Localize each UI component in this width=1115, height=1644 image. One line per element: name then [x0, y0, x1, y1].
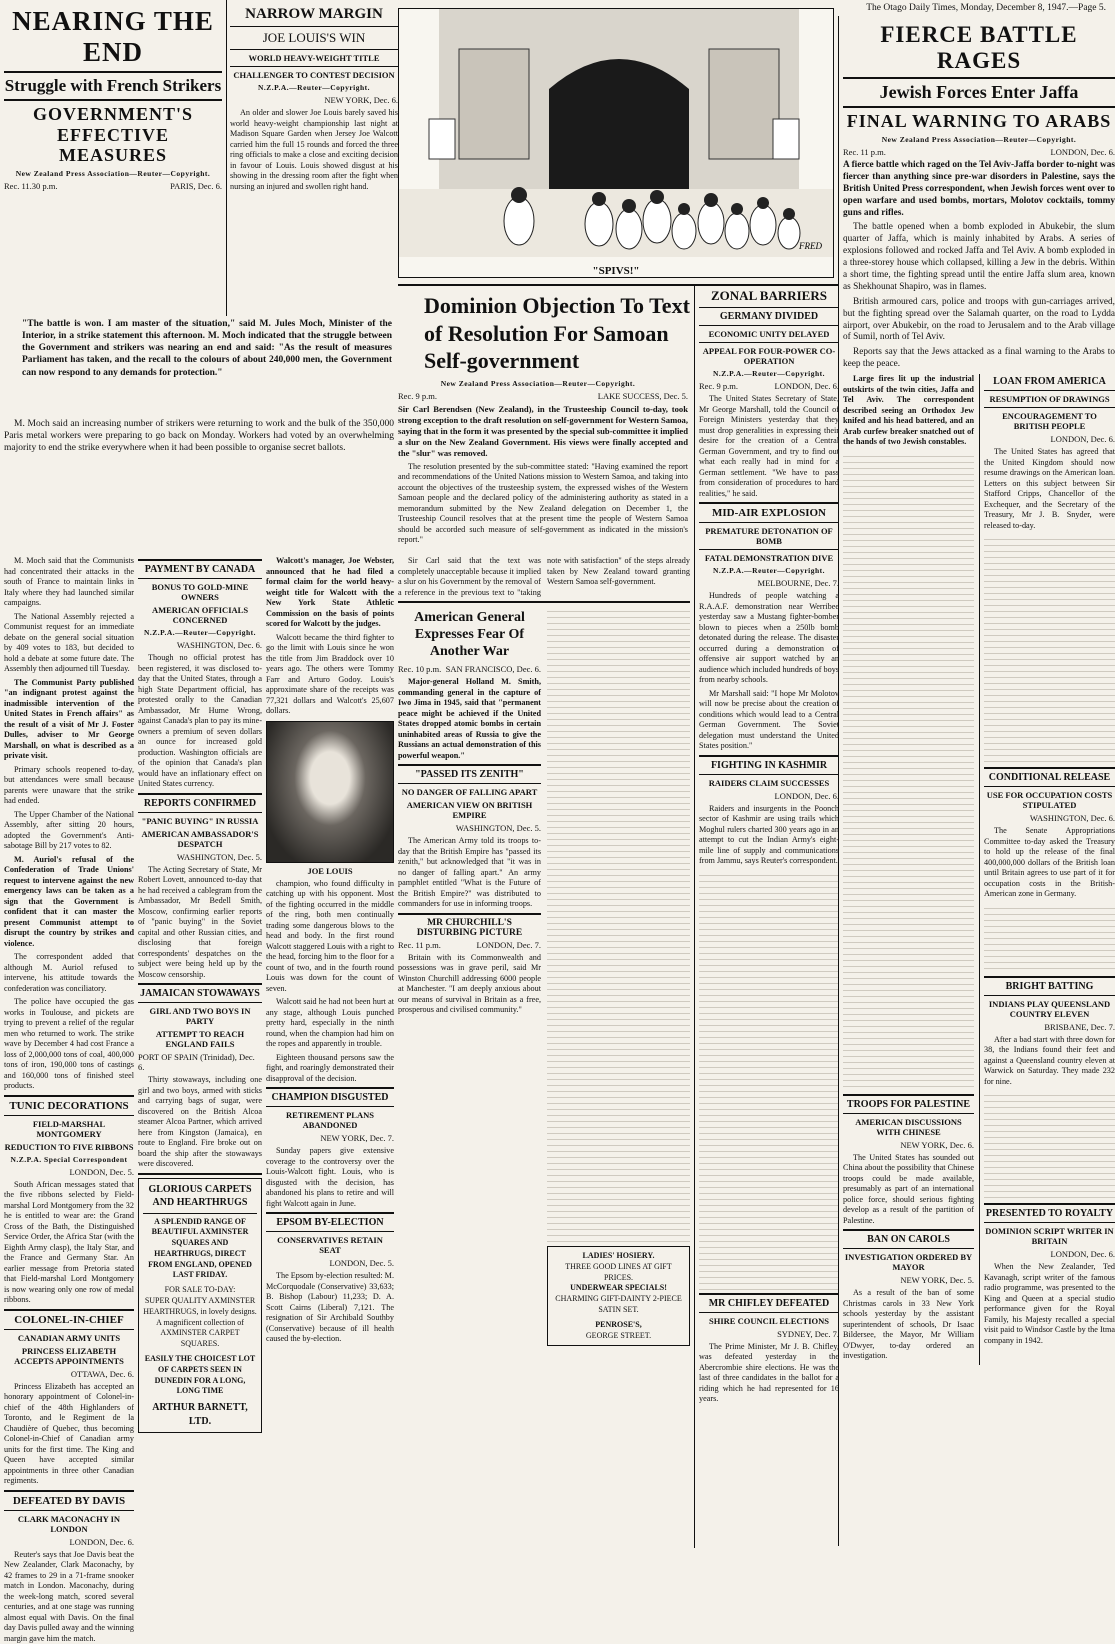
- dominion-body: The resolution presented by the sub-committee stated: "Having examined the report and recommendations of the United Nations mission to Western Samoa, and taking into account the objectives of the trusteeship system, the expressed wishes of the Western Samoan people and the declared policy of the administering authority as stated in a memorandum submitted by the New Zealand delegation on December 1, the Trusteeship Council resolves that at the present time the people of Western Samoa should be accorded such measure of self-government as indicated in the mission's report.": [398, 462, 688, 546]
- midair-headline: MID-AIR EXPLOSION: [699, 507, 839, 519]
- tunic-sub: FIELD-MARSHAL MONTGOMERY: [4, 1119, 134, 1139]
- fierce-body: The battle opened when a bomb exploded in Abukebir, the slum quarter of Jaffa, which is mainly inhabited by Arabs. A series of explosions followed and rocked Jaffa and Tel Aviv. A bomb exploded in a three-storey house which collapsed, killing a Jew in the debris. Within a short time, the fighting spread until the entire Jaffa slum area, known as Shekhounat Shapiro, was in flames.: [843, 222, 1115, 293]
- zonal-body2: Mr Marshall said: "I hope Mr Molotov will now be precise about the creation of conditions which would lead to a Central German Government. The Soviet delegation must understand the United States position.": [699, 689, 839, 752]
- press-kicker: New Zealand Press Association—Reuter—Copyright.: [4, 169, 222, 178]
- davis-dateline: LONDON, Dec. 6.: [70, 1537, 134, 1547]
- ad-title: GLORIOUS CARPETS AND HEARTHRUGS: [143, 1183, 257, 1210]
- dominion-headline: Dominion Objection To Text of Resolution For Samoan Self-government: [424, 292, 704, 375]
- chifley-headline: MR CHIFLEY DEFEATED: [699, 1298, 839, 1309]
- subhead-french-strikers: Struggle with French Strikers: [4, 76, 222, 96]
- zenith-headline: "PASSED ITS ZENITH": [398, 769, 541, 780]
- kashmir-headline: FIGHTING IN KASHMIR: [699, 760, 839, 771]
- ad-foot: EASILY THE CHOICEST LOT OF CARPETS SEEN IN DUNEDIN FOR A LONG, LONG TIME: [143, 1354, 257, 1397]
- reports-body: The Acting Secretary of State, Mr Robert Lovett, announced to-day that he had received a cablegram from the Ambassador, Mr Bedell Smith, Moscow, confirming earlier reports of "panic buying" in the Soviet capital and other Russian cities, and disclosing that foreign correspondents' despatches on the subject were being held up by the Moscow censorship.: [138, 865, 262, 981]
- column-2-boxing: [226, 0, 398, 316]
- headline-government-measures: GOVERNMENT'S EFFECTIVE MEASURES: [4, 104, 222, 166]
- midair-body: Hundreds of people watching a R.A.A.F. demonstration near Werribee yesterday saw a Mustang fighter-bomber blown to pieces when a 250lb bomb detonated during the release. The disaster occurred during a demonstration of offensive air support watched by an audience which included hundreds of boys from nearby schools.: [699, 591, 839, 686]
- midair-dateline: MELBOURNE, Dec. 7.: [758, 578, 839, 588]
- zonal-sub: GERMANY DIVIDED: [699, 311, 839, 322]
- payment-kicker: N.Z.P.A.—Reuter—Copyright.: [138, 628, 262, 637]
- fierce-body4: Large fires lit up the industrial outskirts of the twin cities, Jaffa and Tel Aviv. The correspondent described seeing an Orthodox Jew knifed and his head battered, and an Arab curfew breaker snatched out of the hands of two Jewish constables.: [843, 374, 974, 448]
- column-3-lower: [398, 556, 690, 1546]
- churchill-rec: Rec. 11 p.m.: [398, 940, 441, 950]
- fierce-sub2: FINAL WARNING TO ARABS: [843, 111, 1115, 132]
- midair-sub2: FATAL DEMONSTRATION DIVE: [699, 553, 839, 563]
- payment-body: Though no official protest has been registered, it was disclosed to-day that the United States, through a high State Department official, has protested orally to the Canadian Ambassador, Mr Hume Wrong, against Canada's plan to pay its mine-owners a premium of seven dollars an ounce for increased gold production. Washington officials are of the opinion that Canada's plan would have an inflationary effect on United States currency.: [138, 653, 262, 790]
- zonal-dateline: LONDON, Dec. 6.: [775, 381, 839, 391]
- davis-sub: CLARK MACONACHY IN LONDON: [4, 1514, 134, 1534]
- margin-headline: NARROW MARGIN: [230, 6, 398, 23]
- conditional-body: The Senate Appropriations Committee to-day asked the Treasury to hold up the release of the final 400,000,000 dollars of the British loan until Britain agrees to use part of it for occupation costs in the British-American zone in Germany.: [984, 826, 1115, 900]
- epsom-dateline: LONDON, Dec. 5.: [330, 1258, 394, 1268]
- body-para: The correspondent added that although M. Auriol refused to intervene, his attitude towards the confederation was conciliatory.: [4, 952, 134, 994]
- loan-sub: RESUMPTION OF DRAWINGS: [984, 394, 1115, 404]
- lede-paragraph: "The battle is won. I am master of the situation," said M. Jules Moch, Minister of the Interior, in a strike statement this afternoon. M. Moch indicated that the struggle between the Government and strikers was nearing an end and said: "As the result of measures Parliament has taken, and the recall to the colours of about 240,000 men, the Government can now respond to any demands for protection.": [22, 318, 392, 379]
- cartoon: [398, 8, 834, 278]
- body-para: The police have occupied the gas works in Toulouse, and pickets are trying to prevent a relief of the regular men who returned to work. The strike wave by December 4 had cost France a loss of 2,000,000 tons of coal, 400,000 tons of iron, 190,000 tons of castings and 160,000 tons of finished steel products.: [4, 997, 134, 1092]
- loan-sub2: ENCOURAGEMENT TO BRITISH PEOPLE: [984, 411, 1115, 431]
- kashmir-body: Raiders and insurgents in the Poonch sector of Kashmir are using trails which Moghul rulers charted 300 years ago in an attempt to cut the Indian Army's eight-mile line of supply and communications from Jammu, says Reuter's correspondent.: [699, 804, 839, 867]
- tunic-sub2: REDUCTION TO FIVE RIBBONS: [4, 1142, 134, 1152]
- midair-sub: PREMATURE DETONATION OF BOMB: [699, 526, 839, 546]
- zonal-sub3: APPEAL FOR FOUR-POWER CO-OPERATION: [699, 346, 839, 366]
- kashmir-dateline: LONDON, Dec. 6.: [775, 791, 839, 801]
- fierce-body: British armoured cars, police and troops with gun-carriages arrived, but the fighting spread over the Salamah quarter, on the road to Lydda airport, over Abukebir, on the road to Jerusalem and to the Arab village of Sumil, north of Tel Aviv.: [843, 297, 1115, 345]
- margin-sub2: WORLD HEAVY-WEIGHT TITLE: [230, 53, 398, 63]
- fierce-sub: Jewish Forces Enter Jaffa: [843, 82, 1115, 103]
- churchill-dateline: LONDON, Dec. 7.: [477, 940, 541, 950]
- batting-body: After a bad start with three down for 38, the Indians found their feet and against a Queensland country eleven at Warwick on Saturday. They made 232 for nine.: [984, 1035, 1115, 1088]
- troops-body: The United States has sounded out China about the possibility that Chinese troops could be made available, presumably as part of an international police force, should serious fighting develop as a result of the partition of Palestine.: [843, 1153, 974, 1227]
- colonel-sub2: PRINCESS ELIZABETH ACCEPTS APPOINTMENTS: [4, 1346, 134, 1366]
- louis-body: champion, who found difficulty in catching up with his opponent. Most of the fighting occurred in the middle of the ring, both men continually trading some dangerous blows to the head and body. In the first round Walcott staggered Louis with a right to the head, forcing him to the floor for a count of two, and in the fourth round Louis was down for the count of seven.: [266, 879, 394, 995]
- batting-headline: BRIGHT BATTING: [984, 981, 1115, 992]
- champion-headline: CHAMPION DISGUSTED: [266, 1092, 394, 1103]
- chifley-dateline: SYDNEY, Dec. 7.: [777, 1329, 839, 1339]
- loan-body: The United States has agreed that the United Kingdom should now resume drawings on the American loan. Letters on this subject between Sir Stafford Cripps, Chancellor of the Exchequer, and the Secretary of the Treasury, Mr J. B. Snyder, were released to-day.: [984, 447, 1115, 531]
- dateline: PARIS, Dec. 6.: [170, 181, 222, 191]
- zonal-kicker: N.Z.P.A.—Reuter—Copyright.: [699, 369, 839, 378]
- dominion-kicker: New Zealand Press Association—Reuter—Copyright.: [398, 379, 678, 388]
- dominion-dateline: LAKE SUCCESS, Dec. 5.: [598, 391, 688, 401]
- jamaican-dateline: PORT OF SPAIN (Trinidad), Dec. 6.: [138, 1052, 262, 1072]
- reports-sub2: AMERICAN AMBASSADOR'S DESPATCH: [138, 829, 262, 849]
- colonel-dateline: OTTAWA, Dec. 6.: [71, 1369, 134, 1379]
- batting-sub: INDIANS PLAY QUEENSLAND COUNTRY ELEVEN: [984, 999, 1115, 1019]
- cartoon-signature: FRED: [798, 241, 822, 251]
- carols-headline: BAN ON CAROLS: [843, 1234, 974, 1245]
- jamaican-headline: JAMAICAN STOWAWAYS: [138, 988, 262, 999]
- hosiery-title: LADIES' HOSIERY.: [552, 1251, 685, 1262]
- loan-headline: LOAN FROM AMERICA: [984, 376, 1115, 387]
- troops-dateline: NEW YORK, Dec. 6.: [900, 1140, 974, 1150]
- dominion-lede: Sir Carl Berendsen (New Zealand), in the Trusteeship Council to-day, took strong exception to the draft resolution on self-government for Western Samoa, saying that in the form it was presented by the special sub-committee it implied a slur on the New Zealand Government. His views were finally accepted and the "slur" was removed.: [398, 404, 688, 459]
- lede-wide: [22, 318, 392, 379]
- column-1-lower: [4, 418, 394, 457]
- payment-headline: PAYMENT BY CANADA: [138, 564, 262, 575]
- jamaican-sub: GIRL AND TWO BOYS IN PARTY: [138, 1006, 262, 1026]
- colonel-body: Princess Elizabeth has accepted an honorary appointment of Colonel-in-chief of the 48th Highlanders of Toronto, and le Regiment de la Chaudière of Quebec, thus becoming Colonel-in-Chief of Canadian army units for the first time. The King and Queen have accepted similar appointments in three other Canadian regiments.: [4, 1382, 134, 1487]
- colonel-headline: COLONEL-IN-CHIEF: [4, 1314, 134, 1326]
- margin-sub: JOE LOUIS'S WIN: [230, 30, 398, 46]
- cartoon-caption: "SPIVS!": [399, 265, 833, 277]
- tunic-dateline: LONDON, Dec. 5.: [70, 1167, 134, 1177]
- carols-body: As a result of the ban of some Christmas carols in 33 New York schools yesterday by the assistant superintendent of schools, Dr Isaac Bildersee, the Mayor, Mr William O'Dwyer, to-day ordered an investigation.: [843, 1288, 974, 1362]
- conditional-sub: USE FOR OCCUPATION COSTS STIPULATED: [984, 790, 1115, 810]
- churchill-headline: MR CHURCHILL'S DISTURBING PICTURE: [398, 918, 541, 938]
- conditional-dateline: WASHINGTON, Dec. 6.: [1030, 813, 1115, 823]
- hosiery-line3: CHARMING GIFT-DAINTY 2-PIECE SATIN SET.: [552, 1294, 685, 1316]
- body-para: The Upper Chamber of the National Assembly, after sitting 20 hours, adopted the Government's Anti-sabotage Bill by 217 votes to 82.: [4, 810, 134, 852]
- zonal-rec: Rec. 9 p.m.: [699, 381, 738, 391]
- batting-dateline: BRISBANE, Dec. 7.: [1044, 1022, 1115, 1032]
- page-folio: The Otago Daily Times, Monday, December 8, 1947.—Page 5.: [866, 3, 1106, 13]
- carpet-advertisement: [138, 1178, 262, 1434]
- champion-dateline: NEW YORK, Dec. 7.: [320, 1133, 394, 1143]
- zenith-sub2: AMERICAN VIEW ON BRITISH EMPIRE: [398, 800, 541, 820]
- body-para: The Communist Party published "an indignant protest against the inadmissible intervention of the United States in French affairs" as the result of a visit of Mr J. Foster Dulles, adviser to Mr George Marshall, on what is described as a private visit.: [4, 678, 134, 762]
- hosiery-firm: PENROSE'S,: [552, 1320, 685, 1331]
- margin-body: Walcott's manager, Joe Webster, announced that he had filed a formal claim for the world heavy-weight title for Walcott with the New York State Athletic Commission on the basis of points scored for Walcott by the judges.: [266, 556, 394, 630]
- spivs-cartoon-drawing: [399, 9, 833, 257]
- fierce-headline: FIERCE BATTLE RAGES: [843, 22, 1115, 74]
- chifley-sub: SHIRE COUNCIL ELECTIONS: [699, 1316, 839, 1326]
- champion-body: Sunday papers give extensive coverage to the controversy over the Louis-Walcott fight. Louis, who is disgusted with the decision, has abandoned his plans to retire and will fight Walcott again in June.: [266, 1146, 394, 1209]
- zenith-sub: NO DANGER OF FALLING APART: [398, 787, 541, 797]
- body-para: Primary schools reopened to-day, but attendances were small because parents were unaware that the strike had ended.: [4, 765, 134, 807]
- tunic-body: South African messages stated that the five ribbons selected by Field-marshal Lord Montgomery from the 32 he is entitled to wear are: the Grand Cross of the Bath, the Distinguished Service Order, the Africa Star (with the Eighth Army clasp), the Italy Star, and the France and Germany Star. An earlier message from Pretoria stated that Field-marshal Lord Montgomery is now wearing only one row of medal ribbons.: [4, 1180, 134, 1306]
- fierce-dateline: LONDON, Dec. 6.: [1051, 147, 1115, 157]
- column-5: [838, 16, 1115, 1546]
- fierce-rec: Rec. 11 p.m.: [843, 147, 886, 157]
- zenith-body: The American Army told its troops to-day that the British Empire has "passed its zenith," but acknowledged that "it was in no danger of falling apart." An army pamphlet entitled "What is the Future of the British Empire?" was distributed to commanders for use in informing troops.: [398, 836, 541, 910]
- margin-body: An older and slower Joe Louis barely saved his world heavy-weight championship last night at Madison Square Garden when Jersey Joe Walcott carried him the full 15 rounds and forced the three ring officials to make a close and exciting decision in favour of Louis. Louis showed disgust at his showing in the dressing room after the fight when nursing an injured and swollen right hand.: [230, 108, 398, 192]
- davis-headline: DEFEATED BY DAVIS: [4, 1495, 134, 1507]
- photo-caption: JOE LOUIS: [266, 866, 394, 876]
- loan-dateline: LONDON, Dec. 6.: [1051, 434, 1115, 444]
- zonal-body: The United States Secretary of State, Mr George Marshall, told the Council of Foreign Ministers yesterday that they must drop generalities in expressing their desire for the creation of a Central German Government, and try to find out what each really had in mind for a German settlement. "We have to pass from consideration of procedures to hard realities," he said.: [699, 394, 839, 499]
- conditional-headline: CONDITIONAL RELEASE: [984, 772, 1115, 783]
- churchill-body: Britain with its Commonwealth and possessions was in grave peril, said Mr Winston Churchill addressing 6000 people at Manchester. "I am deeply anxious about our means of survival in Britain as a free, prosperous and civilised community.": [398, 953, 541, 1016]
- reports-sub: "PANIC BUYING" IN RUSSIA: [138, 816, 262, 826]
- margin-body: Walcott said he had not been hurt at any stage, although Louis punched pretty hard, especially in the ninth round, when the champion had him on the ropes and apparently in trouble.: [266, 997, 394, 1050]
- fierce-body: Reports say that the Jews attacked as a final warning to the Arabs to keep the peace.: [843, 347, 1115, 371]
- kashmir-sub: RAIDERS CLAIM SUCCESSES: [699, 778, 839, 788]
- joe-louis-photo: [266, 721, 394, 863]
- ad-firm: ARTHUR BARNETT, LTD.: [143, 1401, 257, 1428]
- carols-sub: INVESTIGATION ORDERED BY MAYOR: [843, 1252, 974, 1272]
- reports-headline: REPORTS CONFIRMED: [138, 798, 262, 809]
- payment-sub: BONUS TO GOLD-MINE OWNERS: [138, 582, 262, 602]
- ad-text: A SPLENDID RANGE OF BEAUTIFUL AXMINSTER SQUARES AND HEARTHRUGS, DIRECT FROM ENGLAND, OPENED LAST FRIDAY.: [143, 1217, 257, 1282]
- payment-sub2: AMERICAN OFFICIALS CONCERNED: [138, 605, 262, 625]
- ad-sale: FOR SALE TO-DAY:: [143, 1285, 257, 1296]
- jamaican-sub2: ATTEMPT TO REACH ENGLAND FAILS: [138, 1029, 262, 1049]
- tunic-headline: TUNIC DECORATIONS: [4, 1100, 134, 1112]
- margin-kicker: N.Z.P.A.—Reuter—Copyright.: [230, 83, 398, 92]
- reports-dateline: WASHINGTON, Dec. 5.: [177, 852, 262, 862]
- carols-dateline: NEW YORK, Dec. 5.: [900, 1275, 974, 1285]
- body-para: The National Assembly rejected a Communist request for an immediate debate on the general social situation by 409 votes to 183, but decided to hold a debate at some future date. The Assembly then adjourned till Tuesday.: [4, 612, 134, 675]
- general-body: Major-general Holland M. Smith, commanding general in the capture of Iwo Jima in 1945, said that "permanent peace might be achieved if the United States dropped atomic bombs in certain uninhabited areas of Russia to give the Russians an actual demonstration of this powerful weapon.": [398, 677, 541, 761]
- jamaican-body: Thirty stowaways, including one girl and two boys, armed with sticks and carrying bags of sugar, were discovered on the British Alcoa steamer Alcoa Partner, which arrived here from Kingston (Jamaica), en route to England. Fire broke out on board the ship after the stowaways were discovered.: [138, 1075, 262, 1170]
- midair-kicker: N.Z.P.A.—Reuter—Copyright.: [699, 566, 839, 575]
- troops-sub: AMERICAN DISCUSSIONS WITH CHINESE: [843, 1117, 974, 1137]
- margin-sub3: CHALLENGER TO CONTEST DECISION: [230, 70, 398, 80]
- margin-body: Eighteen thousand persons saw the fight, and roaringly demonstrated their disapproval of the decision.: [266, 1053, 394, 1085]
- colonel-sub: CANADIAN ARMY UNITS: [4, 1333, 134, 1343]
- fierce-kicker: New Zealand Press Association—Reuter—Copyright.: [843, 135, 1115, 144]
- epsom-headline: EPSOM BY-ELECTION: [266, 1217, 394, 1228]
- epsom-body: The Epsom by-election resulted: M. McCorquodale (Conservative) 33,633; B. Bishop (Labour) 11,233; D. A. Scott Cairns (Liberal) 7,121. The resignation of Sir Archibald Southby (Conservative) because of ill health caused the by-election.: [266, 1271, 394, 1345]
- general-headline: American General Expresses Fear Of Another War: [398, 610, 541, 660]
- column-2-boxing-lower: [266, 556, 394, 1546]
- general-rec: Rec. 10 p.m.: [398, 664, 441, 674]
- dominion-body2: Sir Carl said that the text was completely unacceptable because it implied a slur on his Government by the removal of a reference in the previous text to "taking note with satisfaction" of the steps already taken by New Zealand toward granting Western Samoa self-government.: [398, 556, 690, 598]
- davis-body: Reuter's says that Joe Davis beat the New Zealander, Clark Maconachy, by 42 frames to 29 in a 71-frame snooker match in London. Maconachy, during the week-long match, scored several centuries, and at one stage was running almost equal with Davis. On the final day Davis pulled away and the winning margin gave him the match.: [4, 1550, 134, 1644]
- chifley-body: The Prime Minister, Mr J. B. Chifley, was defeated yesterday in the Abercrombie shire elections. He was the last of three candidates in the ballot for a riding which he had represented for 16 years.: [699, 1342, 839, 1405]
- royalty-sub: DOMINION SCRIPT WRITER IN BRITAIN: [984, 1226, 1115, 1246]
- rec-time: Rec. 11.30 p.m.: [4, 181, 58, 191]
- dominion-rec: Rec. 9 p.m.: [398, 391, 437, 401]
- headline-nearing-the-end: NEARING THE END: [4, 6, 222, 68]
- margin-dateline: NEW YORK, Dec. 6.: [324, 95, 398, 105]
- column-2-payment: [138, 556, 262, 1546]
- hosiery-line1: THREE GOOD LINES AT GIFT PRICES.: [552, 1262, 685, 1284]
- hosiery-line2: UNDERWEAR SPECIALS!: [552, 1283, 685, 1294]
- champion-sub: RETIREMENT PLANS ABANDONED: [266, 1110, 394, 1130]
- troops-headline: TROOPS FOR PALESTINE: [843, 1099, 974, 1110]
- margin-body: Walcott became the third fighter to go the limit with Louis since he won the title from Jim Braddock over 10 years ago. The others were Tommy Farr and Arturo Godoy. Louis's approximate share of the receipts was 77,321 dollars and Walcott's 25,607 dollars.: [266, 633, 394, 717]
- general-dateline: SAN FRANCISCO, Dec. 6.: [446, 664, 541, 674]
- fierce-lede: A fierce battle which raged on the Tel Aviv-Jaffa border to-night was fiercer than anything since pre-war disorders in Palestine, says the British United Press correspondent, when Jewish forces went over to open warfare and used bombs, mortars, Molotov cocktails, tommy guns and rifles.: [843, 160, 1115, 219]
- hosiery-address: GEORGE STREET.: [552, 1331, 685, 1342]
- body-para: M. Auriol's refusal of the Confederation of Trade Unions' request to intervene against the new emergency laws can be taken as a sign that the Government is confident that it can master the present Communist attempt to disrupt the country by strikes and violence.: [4, 855, 134, 950]
- royalty-dateline: LONDON, Dec. 6.: [1051, 1249, 1115, 1259]
- payment-dateline: WASHINGTON, Dec. 6.: [177, 640, 262, 650]
- royalty-headline: PRESENTED TO ROYALTY: [984, 1208, 1115, 1219]
- body-para: M. Moch said that the Communists had concentrated their attacks in the south of France to maintain links in Italy where they had launched similar campaigns.: [4, 556, 134, 609]
- zonal-headline: ZONAL BARRIERS: [699, 288, 839, 304]
- tunic-kicker: N.Z.P.A. Special Correspondent: [4, 1155, 134, 1164]
- zonal-sub2: ECONOMIC UNITY DELAYED: [699, 329, 839, 339]
- royalty-body: When the New Zealander, Ted Kavanagh, script writer of the famous radio programme, was presented to the King and Queen at a special studio performance given for the Royal Family, his Majesty recalled a special visit paid to Windsor Castle by the Itma company in 1942.: [984, 1262, 1115, 1346]
- body-para: M. Moch said an increasing number of strikers were returning to work and the bulk of the 350,000 Paris metal workers were preparing to go back on Monday. Workers had voted by an overwhelming majority to end the strike everywhere when it had been possible to organise secret ballots.: [4, 418, 394, 454]
- ad-list: SUPER QUALITY AXMINSTER HEARTHRUGS, in lovely designs. A magnificent collection of AXMINSTER CARPET SQUARES.: [143, 1296, 257, 1350]
- hosiery-advertisement: [547, 606, 690, 1346]
- epsom-sub: CONSERVATIVES RETAIN SEAT: [266, 1235, 394, 1255]
- column-4: [694, 284, 839, 1548]
- zenith-dateline: WASHINGTON, Dec. 5.: [456, 823, 541, 833]
- column-1-text: [4, 556, 134, 1546]
